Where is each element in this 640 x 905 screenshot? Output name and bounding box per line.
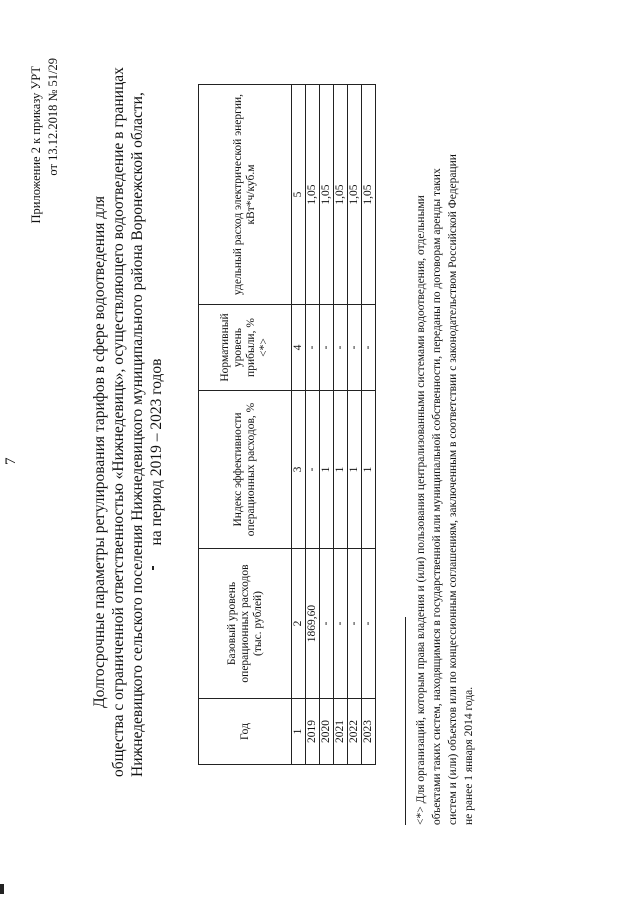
cell-efficiency-index: 1 <box>362 391 376 549</box>
cell-base-opex: - <box>320 549 334 699</box>
document-title <box>90 67 166 777</box>
header-base-opex: Базовый уровень операционных расходов (тыс. рублей) <box>199 549 292 699</box>
column-number: 3 <box>292 391 306 549</box>
column-number: 5 <box>292 85 306 305</box>
header-efficiency-index: Индекс эффективности операционных расходов, % <box>199 391 292 549</box>
cell-specific-energy: 1,05 <box>348 85 362 305</box>
footnote-line-4: не ранее 1 января 2014 года. <box>463 686 475 825</box>
table-row <box>306 85 320 765</box>
column-number: 2 <box>292 549 306 699</box>
header-specific-energy: удельный расход электрической энергии, кВт*ч/куб.м <box>199 85 292 305</box>
table-row <box>362 85 376 765</box>
table-row <box>348 85 362 765</box>
cell-normative-profit: - <box>320 305 334 391</box>
scan-artifact-mark <box>152 566 154 570</box>
cell-base-opex: - <box>348 549 362 699</box>
column-number-row <box>292 85 306 765</box>
table-row <box>334 85 348 765</box>
appendix-reference-line-1: Приложение 2 к приказу УРТ <box>29 66 43 224</box>
cell-efficiency-index: - <box>306 391 320 549</box>
cell-normative-profit: - <box>306 305 320 391</box>
cell-normative-profit: - <box>334 305 348 391</box>
footnote <box>413 91 477 825</box>
cell-normative-profit: - <box>348 305 362 391</box>
cell-efficiency-index: 1 <box>320 391 334 549</box>
header-normative-profit: Нормативный уровень прибыли, % <*> <box>199 305 292 391</box>
footnote-line-3: систем и (или) объектов или по концессионным соглашениям, заключенным в соответствии с законодательством Российской Федерации <box>447 154 459 825</box>
cell-efficiency-index: 1 <box>334 391 348 549</box>
title-line-4: на период 2019 – 2023 годов <box>148 358 165 546</box>
appendix-reference-line-2: от 13.12.2018 № 51/29 <box>46 58 60 176</box>
table-header-row <box>199 85 292 765</box>
cell-year: 2023 <box>362 699 376 765</box>
footnote-separator <box>405 617 406 825</box>
cell-year: 2020 <box>320 699 334 765</box>
cell-base-opex: - <box>362 549 376 699</box>
cell-year: 2022 <box>348 699 362 765</box>
footnote-line-2: объектами таких систем, находящимися в государственной или муниципальной собственности, переданы по договорам аренды таких <box>431 168 443 825</box>
column-number: 4 <box>292 305 306 391</box>
cell-year: 2019 <box>306 699 320 765</box>
footnote-line-1: <*> Для организаций, которым права владения и (или) пользования централизованными системами водоотведения, отдельными <box>415 195 427 825</box>
title-line-1: Долгосрочные параметры регулирования тарифов в сфере водоотведения для <box>91 196 108 708</box>
cell-efficiency-index: 1 <box>348 391 362 549</box>
title-line-3: Нижнедевицкого сельского поселения Нижнедевицкого муниципального района Воронежской области, <box>129 92 146 777</box>
cell-specific-energy: 1,05 <box>334 85 348 305</box>
cell-specific-energy: 1,05 <box>320 85 334 305</box>
cell-year: 2021 <box>334 699 348 765</box>
cell-normative-profit: - <box>362 305 376 391</box>
page-number: 7 <box>3 457 19 465</box>
table-row <box>320 85 334 765</box>
cell-specific-energy: 1,05 <box>306 85 320 305</box>
cell-base-opex: 1869,60 <box>306 549 320 699</box>
column-number: 1 <box>292 699 306 765</box>
scan-artifact-mark <box>0 884 4 894</box>
cell-base-opex: - <box>334 549 348 699</box>
title-line-2: общества с ограниченной ответственностью «Нижнедевицк», осуществляющего водоотведение в границах <box>110 67 127 777</box>
cell-specific-energy: 1,05 <box>362 85 376 305</box>
tariff-parameters-table <box>198 84 376 765</box>
header-year: Год <box>199 699 292 765</box>
